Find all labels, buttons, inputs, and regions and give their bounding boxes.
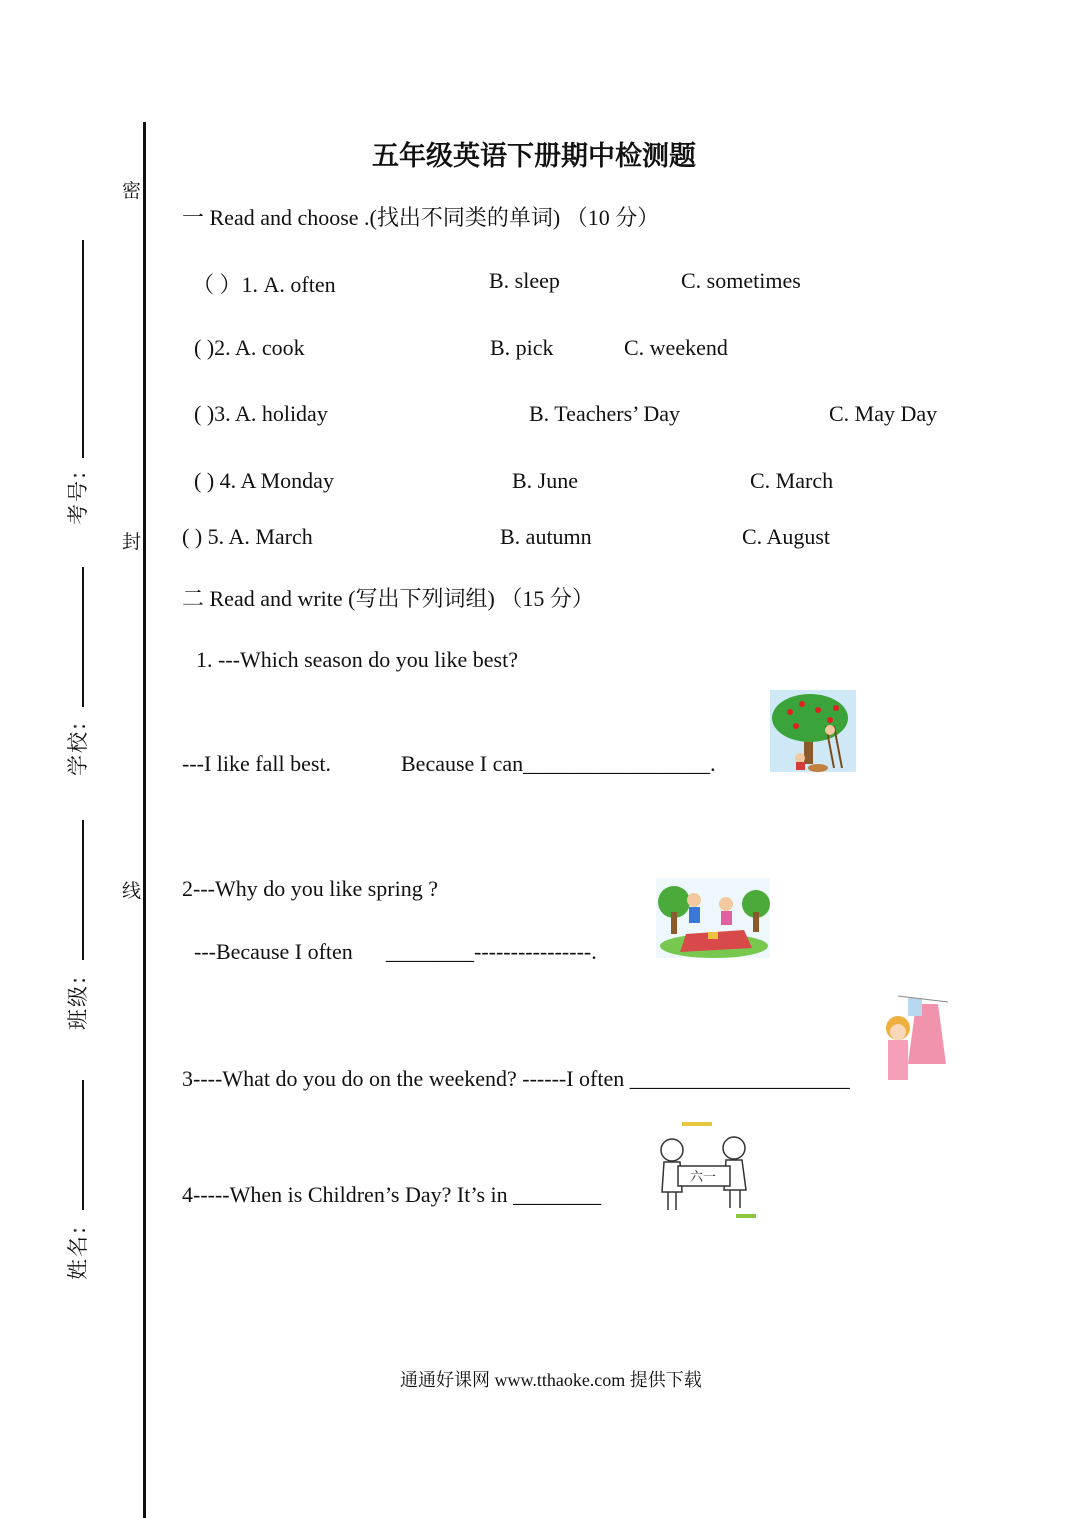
choice-row-3-number: ( )3. A. holiday — [194, 401, 328, 426]
question-2-answer: ---Because I often — [194, 939, 353, 964]
question-1-answer-part-a: ---I like fall best. — [182, 751, 332, 776]
school-line — [82, 567, 84, 707]
question-4-prompt: 4-----When is Children’s Day? It’s in ________ — [182, 1182, 602, 1207]
picnic-picture — [656, 878, 770, 958]
name-line — [82, 1080, 84, 1210]
choice-row-2-number: ( )2. A. cook — [194, 335, 305, 360]
exam-no-label: 考号: — [66, 469, 90, 525]
section-2-heading: 二 Read and write (写出下列词组) （15 分） — [182, 586, 594, 611]
class-line — [82, 820, 84, 960]
choice-row-1-option-c: C. sometimes — [681, 268, 801, 293]
choice-row-3-option-b: B. Teachers’ Day — [529, 401, 680, 426]
choice-row-4-option-c: C. March — [750, 468, 834, 493]
name-label: 姓名: — [66, 1224, 90, 1280]
question-3-prompt: 3----What do you do on the weekend? ------I often ____________________ — [182, 1066, 850, 1091]
seal-char-feng: 封 — [122, 531, 142, 553]
choice-row-1-option-b: B. sleep — [489, 268, 560, 293]
choice-row-4-number: ( ) 4. A Monday — [194, 468, 334, 493]
question-2-answer-blank: ________----------------. — [386, 939, 597, 964]
choice-row-5-option-b: B. autumn — [500, 524, 592, 549]
footer-credit: 通通好课网 www.tthaoke.com 提供下载 — [400, 1370, 702, 1390]
choice-row-5-number: ( ) 5. A. March — [182, 524, 313, 549]
banner-text: 六一 — [690, 1170, 717, 1185]
childrens-day-picture — [656, 1122, 762, 1220]
choice-row-1-number: （ ）1. A. often — [192, 272, 336, 297]
question-1-prompt: 1. ---Which season do you like best? — [196, 647, 518, 672]
choice-row-4-option-b: B. June — [512, 468, 578, 493]
seal-char-xian: 线 — [122, 880, 142, 902]
choice-row-2-option-c: C. weekend — [624, 335, 728, 360]
question-2-prompt: 2---Why do you like spring ? — [182, 876, 438, 901]
apple-picking-picture — [770, 690, 856, 772]
page-title: 五年级英语下册期中检测题 — [372, 141, 696, 172]
seal-char-mi: 密 — [122, 180, 142, 202]
exam-no-line — [82, 240, 84, 458]
class-label: 班级: — [66, 974, 90, 1030]
binding-line — [143, 122, 146, 1518]
section-1-heading: 一 Read and choose .(找出不同类的单词) （10 分） — [182, 205, 660, 230]
question-1-answer-part-b: Because I can_________________. — [401, 751, 716, 776]
choice-row-5-option-c: C. August — [742, 524, 831, 549]
choice-row-2-option-b: B. pick — [490, 335, 554, 360]
choice-row-3-option-c: C. May Day — [829, 401, 938, 426]
washing-clothes-picture — [878, 994, 950, 1086]
school-label: 学校: — [66, 720, 90, 776]
